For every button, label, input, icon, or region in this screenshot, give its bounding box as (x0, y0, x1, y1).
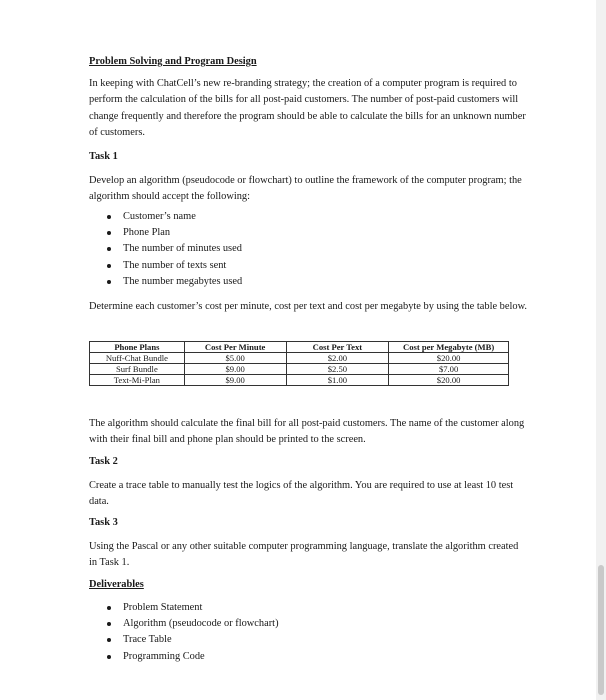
bullet-icon (107, 280, 111, 284)
list-item: The number of texts sent (107, 258, 242, 274)
table-row (90, 375, 509, 386)
column-header: Cost Per Text (286, 342, 389, 353)
table-cell: Nuff-Chat Bundle (90, 353, 185, 364)
phone-plans-table (89, 341, 509, 386)
list-item: Algorithm (pseudocode or flowchart) (107, 616, 279, 632)
task2-heading: Task 2 (89, 456, 118, 467)
column-header: Cost per Megabyte (MB) (389, 342, 509, 353)
column-header: Phone Plans (90, 342, 185, 353)
task1-paragraph: Develop an algorithm (pseudocode or flowchart) to outline the framework of the computer program; the algorithm should accept the following: (89, 175, 522, 203)
algorithm-paragraph: The algorithm should calculate the final bill for all post-paid customers. The name of the customer along with their final bill and phone plan should be printed to the screen. (89, 418, 525, 446)
list-item: Customer’s name (107, 209, 242, 225)
bullet-icon (107, 247, 111, 251)
bullet-icon (107, 264, 111, 268)
list-item: The number megabytes used (107, 274, 242, 290)
list-item: Phone Plan (107, 225, 242, 241)
bullet-icon (107, 606, 111, 610)
task1-input-list (107, 209, 242, 290)
table-row (90, 364, 509, 375)
list-item: Trace Table (107, 632, 279, 648)
task3-heading: Task 3 (89, 517, 118, 528)
table-cell: $5.00 (184, 353, 286, 364)
intro-paragraph: In keeping with ChatCell’s new re-branding strategy; the creation of a computer program is required to perform the calculation of the bills for all post-paid customers. The number of post-paid customers will change frequently and therefore the program should be able to calculate the bills for an unknown number of customers. (89, 78, 526, 138)
table-cell: Text-Mi-Plan (90, 375, 185, 386)
table-cell: $9.00 (184, 364, 286, 375)
column-header: Cost Per Minute (184, 342, 286, 353)
vertical-scrollbar[interactable] (596, 0, 606, 700)
task2-paragraph: Create a trace table to manually test the logics of the algorithm. You are required to use at least 10 test data. (89, 480, 514, 508)
table-cell: $20.00 (389, 353, 509, 364)
list-item: Programming Code (107, 649, 279, 665)
table-cell: $20.00 (389, 375, 509, 386)
table-cell: $1.00 (286, 375, 389, 386)
table-cell: $2.50 (286, 364, 389, 375)
bullet-icon (107, 638, 111, 642)
bullet-icon (107, 655, 111, 659)
table-header-row (90, 342, 509, 353)
table-cell: $7.00 (389, 364, 509, 375)
list-item: The number of minutes used (107, 241, 242, 257)
list-item: Problem Statement (107, 600, 279, 616)
task1-heading: Task 1 (89, 151, 118, 162)
document-title: Problem Solving and Program Design (89, 56, 257, 67)
bullet-icon (107, 215, 111, 219)
table-cell: Surf Bundle (90, 364, 185, 375)
deliverables-list (107, 600, 279, 665)
scrollbar-thumb[interactable] (598, 565, 604, 695)
task3-paragraph: Using the Pascal or any other suitable computer programming language, translate the algorithm created in Task 1. (89, 541, 519, 569)
deliverables-heading: Deliverables (89, 579, 144, 590)
table-cell: $2.00 (286, 353, 389, 364)
table-row (90, 353, 509, 364)
table-cell: $9.00 (184, 375, 286, 386)
bullet-icon (107, 231, 111, 235)
bullet-icon (107, 622, 111, 626)
table-intro-paragraph: Determine each customer’s cost per minute, cost per text and cost per megabyte by using the table below. (89, 301, 527, 312)
